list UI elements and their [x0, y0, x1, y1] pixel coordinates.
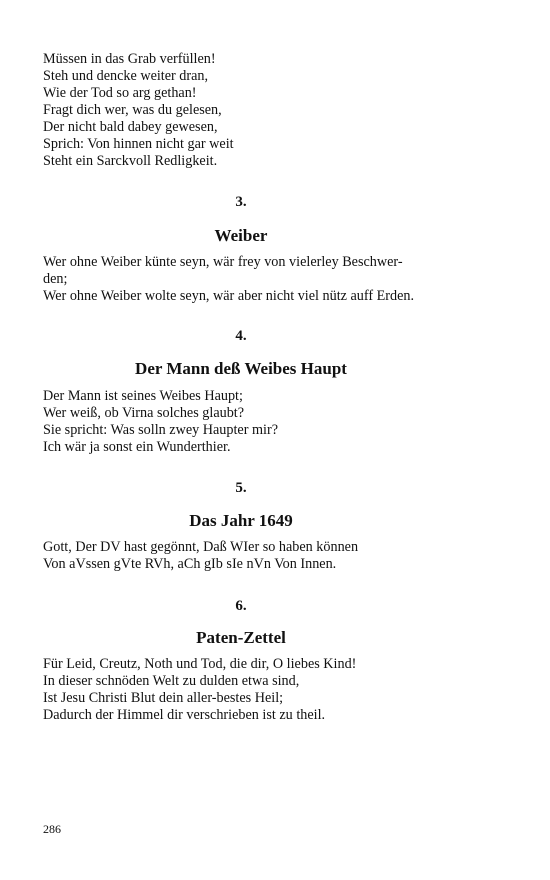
- poem-line: Ist Jesu Christi Blut dein aller-bestes Heil;: [43, 690, 284, 706]
- poem-line: Dadurch der Himmel dir verschrieben ist zu theil.: [43, 707, 326, 723]
- poem-line: Gott, Der DV hast gegönnt, Daß WIer so haben können: [43, 539, 359, 555]
- section-body: [43, 254, 483, 305]
- section-number: 4.: [235, 328, 247, 344]
- section-title: Paten-Zettel: [196, 628, 286, 647]
- poem-line: Wer ohne Weiber künte seyn, wär frey von vielerley Beschwer-: [43, 254, 403, 270]
- poem-line: Wie der Tod so arg gethan!: [43, 85, 197, 101]
- section-number: 6.: [235, 598, 247, 614]
- poem-line: Der nicht bald dabey gewesen,: [43, 119, 218, 135]
- poem-line: Der Mann ist seines Weibes Haupt;: [43, 388, 243, 404]
- poem-line: Wer weiß, ob Virna solches glaubt?: [43, 405, 245, 421]
- poem-line: Steht ein Sarckvoll Redligkeit.: [43, 153, 218, 169]
- poem-line: In dieser schnöden Welt zu dulden etwa sind,: [43, 673, 300, 689]
- section-title: Weiber: [214, 226, 268, 245]
- section-body: [43, 539, 483, 573]
- poem-line: Sie spricht: Was solln zwey Haupter mir?: [43, 422, 279, 438]
- section-body: [43, 656, 483, 724]
- section-body: [43, 388, 483, 456]
- poem-line: Müssen in das Grab verfüllen!: [43, 51, 216, 67]
- poem-continuation: [43, 51, 483, 170]
- poem-line: Wer ohne Weiber wolte seyn, wär aber nicht viel nütz auff Erden.: [43, 288, 415, 304]
- page-number: 286: [43, 822, 61, 836]
- poem-line: Von aVssen gVte RVh, aCh gIb sIe nVn Von Innen.: [43, 556, 337, 572]
- poem-line: Ich wär ja sonst ein Wunderthier.: [43, 439, 231, 455]
- section-title: Das Jahr 1649: [189, 511, 293, 530]
- poem-line: Steh und dencke weiter dran,: [43, 68, 209, 84]
- poem-line: Für Leid, Creutz, Noth und Tod, die dir, O liebes Kind!: [43, 656, 357, 672]
- poem-line: Sprich: Von hinnen nicht gar weit: [43, 136, 234, 152]
- section-number: 3.: [235, 194, 247, 210]
- section-number: 5.: [235, 480, 247, 496]
- section-title: Der Mann deß Weibes Haupt: [135, 359, 347, 378]
- poem-line: den;: [43, 271, 68, 287]
- poem-line: Fragt dich wer, was du gelesen,: [43, 102, 222, 118]
